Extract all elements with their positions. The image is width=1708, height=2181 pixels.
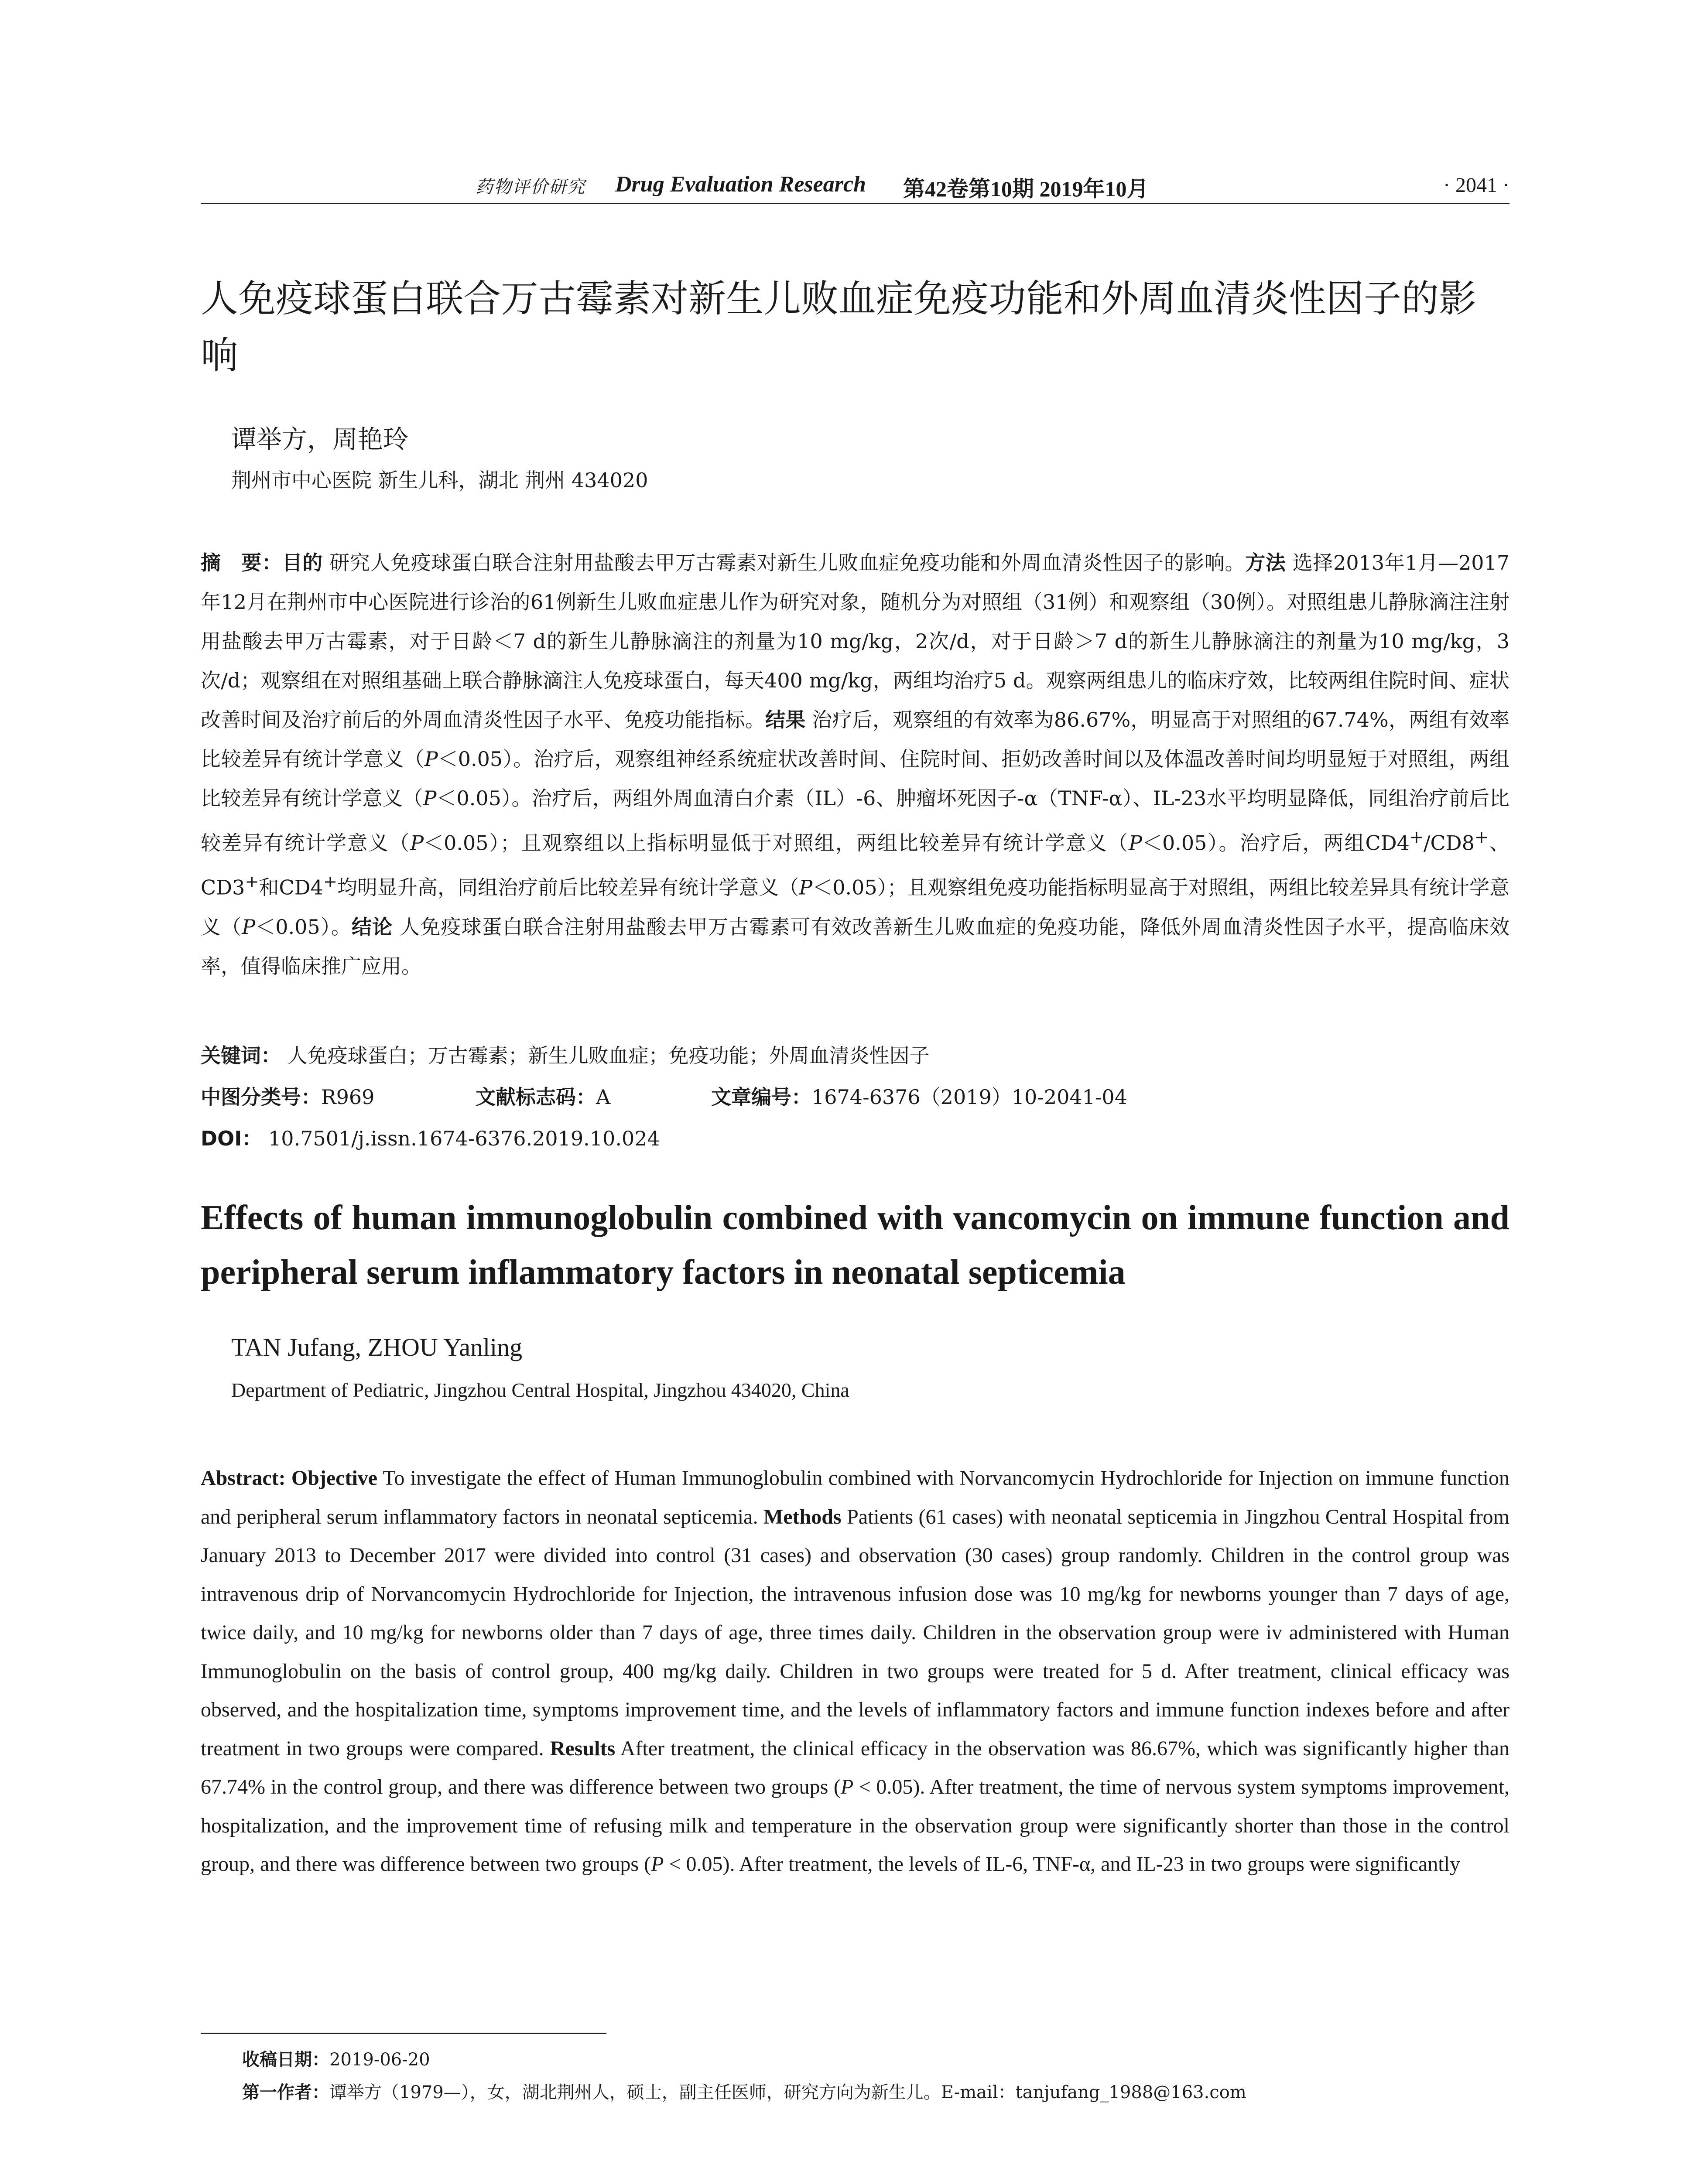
issue-info: 第42卷第10期 2019年10月 bbox=[903, 177, 1149, 201]
cn-results-11: ＜0.05）。 bbox=[255, 915, 352, 939]
doi-label: DOI： bbox=[201, 1127, 262, 1150]
doi-value: 10.7501/j.issn.1674-6376.2019.10.024 bbox=[268, 1127, 660, 1150]
en-abstract bbox=[201, 1459, 1509, 1884]
cn-results-6: /CD8 bbox=[1424, 831, 1475, 855]
author-label: 第一作者： bbox=[242, 2082, 329, 2102]
cn-methods: 选择2013年1月—2017年12月在荆州市中心医院进行诊治的61例新生儿败血症患儿作为研究对象，随机分为对照组（31例）和观察组（30例）。对照组患儿静脉滴注注射用盐酸去甲万古霉素，对于日龄＜7 d的新生儿静脉滴注的剂量为10 mg/kg，2次/d，对于日龄＞7 d的新生儿静脉滴注的剂量为10 mg/kg，3次/d；观察组在对照组基础上联合静脉滴注人免疫球蛋白，每天400 mg/kg，两组均治疗5 d。观察两组患儿的临床疗效，比较两组住院时间、症状改善时间及治疗前后的外周血清炎性因子水平、免疫功能指标。 bbox=[201, 551, 1510, 732]
cn-classification-line bbox=[201, 1080, 1509, 1114]
cn-abstract-label: 摘 要： bbox=[201, 551, 282, 574]
cn-keywords-label: 关键词： bbox=[201, 1044, 281, 1067]
article-no-value: 1674-6376（2019）10-2041-04 bbox=[811, 1085, 1127, 1109]
cn-results-10: ＜0.05）；且观察组免疫功能指标明显高于对照组，两组比较差异具有统计学意义（ bbox=[201, 875, 1510, 939]
footnote-author bbox=[242, 2078, 1507, 2103]
cn-affiliation: 荆州市中心医院 新生儿科，湖北 荆州 434020 bbox=[231, 468, 648, 492]
page-number: · 2041 · bbox=[1443, 174, 1509, 197]
received-label: 收稿日期： bbox=[242, 2050, 329, 2070]
en-results-1: After treatment, the clinical efficacy in the observation was 86.67%, which was significantly higher than 67.74% in the control group, and there was difference between two groups ( bbox=[201, 1737, 1510, 1798]
en-results-3: < 0.05). After treatment, the levels of IL-6, TNF-α, and IL-23 in two groups were significantly bbox=[664, 1853, 1460, 1876]
cn-results-7: 、CD3 bbox=[201, 831, 1509, 899]
cn-methods-label: 方法 bbox=[1245, 551, 1286, 574]
en-objective-label: Objective bbox=[291, 1467, 378, 1490]
cn-results-1: 治疗后，观察组的有效率为86.67%，明显高于对照组的67.74%，两组有效率比较差异有统计学意义（ bbox=[201, 708, 1510, 771]
en-p-1: P bbox=[840, 1775, 854, 1798]
received-date: 2019-06-20 bbox=[329, 2050, 430, 2070]
cn-p-3: P bbox=[410, 831, 424, 855]
cn-p-5: P bbox=[799, 875, 813, 899]
cn-sup-1: + bbox=[1409, 827, 1424, 847]
cn-results-8: 和CD4 bbox=[259, 875, 323, 899]
article-no-label: 文章编号： bbox=[711, 1085, 811, 1109]
cn-abstract bbox=[201, 543, 1509, 986]
en-authors: TAN Jufang, ZHOU Yanling bbox=[231, 1333, 523, 1361]
clc-value: R969 bbox=[321, 1085, 375, 1109]
footnote-rule bbox=[201, 2033, 606, 2034]
cn-results-4: ＜0.05）；且观察组以上指标明显低于对照组，两组比较差异有统计学意义（ bbox=[424, 831, 1129, 855]
en-p-2: P bbox=[651, 1853, 664, 1876]
cn-sup-2: + bbox=[1474, 827, 1489, 847]
en-results-2: < 0.05). After treatment, the time of nervous system symptoms improvement, hospitalization, and the improvement time of refusing milk and temperature in the observation group were significantly shorter than those in the control group, and there was difference between two groups ( bbox=[201, 1775, 1510, 1876]
cn-results-5: ＜0.05）。治疗后，两组CD4 bbox=[1142, 831, 1410, 855]
author-info: 谭举方（1979—），女，湖北荆州人，硕士，副主任医师，研究方向为新生儿。E-mail：tanjufang_1988@163.com bbox=[329, 2082, 1246, 2102]
en-affiliation: Department of Pediatric, Jingzhou Central Hospital, Jingzhou 434020, China bbox=[231, 1379, 849, 1401]
cn-sup-3: + bbox=[245, 872, 259, 892]
cn-results-9: 均明显升高，同组治疗前后比较差异有统计学意义（ bbox=[337, 875, 799, 899]
cn-results-2: ＜0.05）。治疗后，观察组神经系统症状改善时间、住院时间、拒奶改善时间以及体温改善时间均明显短于对照组，两组比较差异有统计学意义（ bbox=[201, 747, 1510, 810]
cn-sup-4: + bbox=[323, 872, 337, 892]
cn-results-3: ＜0.05）。治疗后，两组外周血清白介素（IL）-6、肿瘤坏死因子-α（TNF-α）、IL-23水平均明显降低，同组治疗前后比较差异有统计学意义（ bbox=[201, 786, 1510, 855]
cn-p-4: P bbox=[1129, 831, 1142, 855]
cn-results-label: 结果 bbox=[765, 708, 806, 732]
en-abstract-label: Abstract: bbox=[201, 1467, 286, 1490]
cn-title: 人免疫球蛋白联合万古霉素对新生儿败血症免疫功能和外周血清炎性因子的影响 bbox=[201, 277, 1476, 377]
cn-conclusion: 人免疫球蛋白联合注射用盐酸去甲万古霉素可有效改善新生儿败血症的免疫功能，降低外周血清炎性因子水平，提高临床效率，值得临床推广应用。 bbox=[201, 915, 1510, 978]
cn-conclusion-label: 结论 bbox=[352, 915, 393, 939]
cn-p-2: P bbox=[423, 786, 437, 810]
footnote-received bbox=[242, 2046, 1507, 2071]
en-results-label: Results bbox=[550, 1737, 616, 1760]
journal-logo: 药物评价研究 bbox=[476, 177, 585, 197]
cn-objective: 研究人免疫球蛋白联合注射用盐酸去甲万古霉素对新生儿败血症免疫功能和外周血清炎性因子的影响。 bbox=[329, 551, 1246, 574]
cn-keywords: 人免疫球蛋白；万古霉素；新生儿败血症；免疫功能；外周血清炎性因子 bbox=[287, 1044, 930, 1067]
cn-objective-label: 目的 bbox=[282, 551, 323, 574]
doc-code-label: 文献标志码： bbox=[476, 1085, 596, 1109]
cn-authors: 谭举方，周艳玲 bbox=[231, 424, 409, 454]
cn-keywords-line bbox=[201, 1038, 1509, 1073]
running-header bbox=[201, 168, 1509, 204]
en-methods-label: Methods bbox=[763, 1505, 842, 1528]
clc-label: 中图分类号： bbox=[201, 1085, 321, 1109]
cn-p-1: P bbox=[424, 747, 438, 771]
en-title: Effects of human immunoglobulin combined with vancomycin on immune function and peripheral serum inflammatory factors in neonatal septicemia bbox=[201, 1199, 1509, 1292]
en-methods: Patients (61 cases) with neonatal septicemia in Jingzhou Central Hospital from January 2013 to December 2017 were divided into control (31 cases) and observation (30 cases) group randomly. Children in the control group was intravenous drip of Norvancomycin Hydrochloride for Injection, the intravenous infusion dose was 10 mg/kg for newborns younger than 7 days of age, twice daily, and 10 mg/kg for newborns older than 7 days of age, three times daily. Children in the observation group were iv administered with Human Immunoglobulin on the basis of control group, 400 mg/kg daily. Children in two groups were treated for 5 d. After treatment, clinical efficacy was observed, and the hospitalization time, symptoms improvement time, and the levels of inflammatory factors and immune function indexes before and after treatment in two groups were compared. bbox=[201, 1505, 1510, 1760]
en-objective: To investigate the effect of Human Immunoglobulin combined with Norvancomycin Hydrochloride for Injection on immune function and peripheral serum inflammatory factors in neonatal septicemia. bbox=[201, 1467, 1509, 1528]
doc-code-value: A bbox=[596, 1085, 611, 1109]
doi-line bbox=[201, 1121, 1509, 1156]
journal-name: Drug Evaluation Research bbox=[615, 172, 866, 197]
cn-p-6: P bbox=[242, 915, 256, 939]
